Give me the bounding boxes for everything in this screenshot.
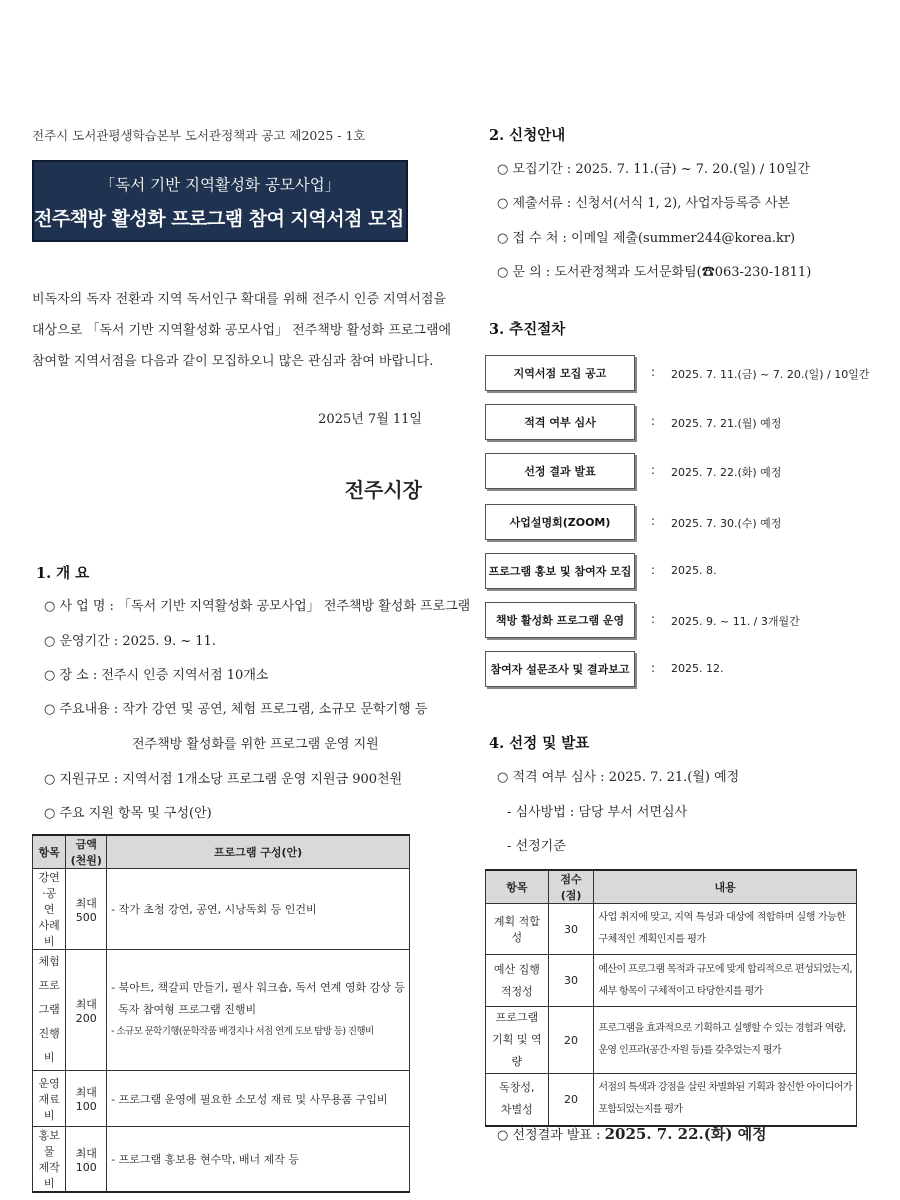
application-item: ○ 제출서류 : 신청서(서식 1, 2), 사업자등록증 사본 [497, 196, 791, 211]
table-header-row [486, 870, 857, 904]
cell-line: 서점의 특색과 강점을 살린 차별화된 기획과 참신한 아이디어가 [598, 1082, 852, 1094]
notice-number: 전주시 도서관평생학습본부 도서관정책과 공고 제2025 - 1호 [32, 128, 366, 143]
table-header-cell: 프로그램 구성(안) [107, 835, 410, 869]
application-item: ○ 접 수 처 : 이메일 제출(summer244@korea.kr) [497, 231, 796, 246]
cell-line: 차별성 [500, 1103, 533, 1117]
issuer: 전주시장 [344, 478, 422, 502]
table-cell [107, 869, 410, 950]
table-cell [107, 950, 410, 1071]
selection-result-date: 2025. 7. 22.(화) 예정 [604, 1125, 767, 1143]
table-header-cell: 항목 [33, 835, 66, 869]
selection-item: ○ 적격 여부 심사 : 2025. 7. 21.(월) 예정 [497, 770, 740, 785]
table-header-cell: 점수(점) [548, 870, 594, 904]
cell-line: 기획 및 역량 [492, 1033, 542, 1068]
procedure-step-box: 프로그램 홍보 및 참여자 모집 [485, 553, 635, 589]
section-selection-heading: 4. 선정 및 발표 [489, 735, 590, 752]
table-cell [486, 955, 549, 1007]
table-cell [33, 1127, 66, 1193]
step-colon: : [651, 414, 656, 428]
table-header-row [33, 835, 410, 869]
page-title: 전주책방 활성화 프로그램 참여 지역서점 모집 공고 [34, 208, 446, 230]
cell-line: 홍보물 [38, 1129, 60, 1158]
table-cell [107, 1071, 410, 1127]
cell-line: 포함되었는지를 평가 [598, 1104, 683, 1116]
notice-date: 2025년 7월 11일 [318, 412, 422, 427]
step-colon: : [651, 563, 656, 577]
table-row [486, 955, 857, 1007]
overview-item: ○ 지원규모 : 지역서점 1개소당 프로그램 운영 지원금 900천원 [44, 772, 403, 787]
overview-item: ○ 사 업 명 : 「독서 기반 지역활성화 공모사업」 전주책방 활성화 프로그램 [44, 599, 471, 614]
procedure-step-box: 지역서점 모집 공고 [485, 355, 635, 391]
cell-line: 운영 [38, 1076, 60, 1090]
table-row [33, 869, 410, 950]
cell-line: - 소규모 문학기행(문학작품 배경지나 서점 연계 도보 탐방 등) 진행비 [111, 1026, 374, 1037]
table-cell: 30 [548, 955, 594, 1007]
procedure-step-box: 사업설명회(ZOOM) [485, 504, 635, 540]
table-row [33, 950, 410, 1071]
title-banner [32, 160, 446, 242]
application-item: ○ 문 의 : 도서관정책과 도서문화팀(☎063-230-1811) [497, 265, 812, 280]
cell-line: 예산이 프로그램 목적과 규모에 맞게 합리적으로 편성되었는지, [598, 963, 852, 975]
table-header-cell: 항목 [486, 870, 549, 904]
table-header-cell: 내용 [594, 870, 857, 904]
criteria-table [485, 869, 857, 1127]
table-cell: 최대 100 [66, 1127, 107, 1193]
procedure-step-date: 2025. 7. 22.(화) 예정 [671, 466, 782, 479]
table-cell: 최대 100 [66, 1071, 107, 1127]
table-cell: 20 [548, 1074, 594, 1126]
step-colon: : [651, 365, 656, 379]
table-cell [594, 904, 857, 955]
intro-line: 참여할 지역서점을 다음과 같이 모집하오니 많은 관심과 참여 바랍니다. [32, 354, 434, 369]
table-cell [486, 1007, 549, 1074]
cell-line: - 프로그램 운영에 필요한 소모성 재료 및 사무용품 구입비 [111, 1092, 388, 1106]
cell-line: 진행비 [38, 1027, 60, 1064]
selection-item: - 심사방법 : 담당 부서 서면심사 [507, 805, 688, 820]
procedure-step-date: 2025. 7. 30.(수) 예정 [671, 517, 782, 530]
overview-item: ○ 장 소 : 전주시 인증 지역서점 10개소 [44, 668, 269, 683]
cell-line: 독자 참여형 프로그램 진행비 [111, 1003, 257, 1016]
overview-item: ○ 운영기간 : 2025. 9. ~ 11. [44, 634, 216, 649]
overview-item: ○ 주요내용 : 작가 강연 및 공연, 체험 프로그램, 소규모 문학기행 등 [44, 702, 428, 717]
intro-line: 대상으로 「독서 기반 지역활성화 공모사업」 전주책방 활성화 프로그램에 [32, 323, 452, 338]
cell-line: 재료비 [38, 1092, 60, 1122]
selection-result-label: ○ 선정결과 발표 : [497, 1128, 605, 1143]
table-cell [594, 955, 857, 1007]
table-cell: 최대 500 [66, 869, 107, 950]
table-row [486, 1007, 857, 1074]
cell-line: 프로그램 [495, 1011, 539, 1024]
section-overview-heading: 1. 개 요 [36, 565, 90, 582]
cell-line: 세부 항목이 구체적이고 타당한지를 평가 [598, 985, 763, 997]
cell-line: - 프로그램 홍보용 현수막, 배너 제작 등 [111, 1153, 300, 1166]
procedure-step-date: 2025. 7. 11.(금) ~ 7. 20.(일) / 10일간 [671, 368, 870, 381]
cell-line: 적정성 [500, 984, 533, 998]
table-cell: 20 [548, 1007, 594, 1074]
selection-item: - 선정기준 [507, 839, 566, 854]
table-cell [33, 1071, 66, 1127]
cell-line: 사업 취지에 맞고, 지역 특성과 대상에 적합하며 실행 가능한 [598, 912, 846, 923]
cell-line: 사례비 [38, 919, 60, 948]
section-procedure-heading: 3. 추진절차 [489, 321, 566, 338]
intro-line: 비독자의 독자 전환과 지역 독서인구 확대를 위해 전주시 인증 지역서점을 [32, 292, 446, 307]
step-colon: : [651, 612, 656, 626]
table-cell: 계획 적합성 [486, 904, 549, 955]
procedure-step-box: 적격 여부 심사 [485, 404, 635, 440]
table-cell [33, 950, 66, 1071]
application-item: ○ 모집기간 : 2025. 7. 11.(금) ~ 7. 20.(일) / 10일간 [497, 162, 810, 177]
cell-line: 체험 [38, 955, 60, 968]
procedure-step-date: 2025. 8. [671, 564, 717, 577]
cell-line: 운영 인프라(공간·자원 등)를 갖추었는지 평가 [598, 1045, 781, 1056]
cell-line: 강연·공연 [38, 871, 60, 916]
table-row [33, 1071, 410, 1127]
cell-line: 독창성, [499, 1081, 535, 1095]
table-cell [33, 869, 66, 950]
cell-line: 프로그램을 효과적으로 기획하고 실행할 수 있는 경험과 역량, [598, 1023, 846, 1034]
table-cell: 30 [548, 904, 594, 955]
table-row [33, 1127, 410, 1193]
procedure-step-date: 2025. 7. 21.(월) 예정 [671, 417, 782, 430]
table-cell [594, 1074, 857, 1126]
table-cell [486, 1074, 549, 1126]
step-colon: : [651, 514, 656, 528]
table-row [486, 1074, 857, 1126]
support-table [32, 834, 410, 1193]
selection-result [497, 1123, 767, 1144]
cell-line: 구체적인 계획인지를 평가 [598, 934, 706, 945]
cell-line: - 작가 초청 강연, 공연, 시낭독회 등 인건비 [111, 903, 317, 916]
procedure-step-date: 2025. 12. [671, 662, 724, 675]
procedure-step-date: 2025. 9. ~ 11. / 3개월간 [671, 615, 800, 628]
table-cell [594, 1007, 857, 1074]
procedure-step-box: 선정 결과 발표 [485, 453, 635, 489]
section-application-heading: 2. 신청안내 [489, 127, 566, 144]
table-cell [107, 1127, 410, 1193]
table-cell: 최대 200 [66, 950, 107, 1071]
overview-item: ○ 주요 지원 항목 및 구성(안) [44, 806, 212, 821]
table-header-cell: 금액(천원) [66, 835, 107, 869]
intro-paragraph [32, 284, 452, 377]
overview-item: 전주책방 활성화를 위한 프로그램 운영 지원 [132, 737, 379, 752]
table-row [486, 904, 857, 955]
step-colon: : [651, 661, 656, 675]
cell-line: - 북아트, 책갈피 만들기, 필사 워크숍, 독서 연계 영화 감상 등 [111, 981, 405, 994]
title-subtitle: 「독서 기반 지역활성화 공모사업」 [99, 176, 341, 194]
step-colon: : [651, 463, 656, 477]
cell-line: 예산 집행 [493, 962, 540, 976]
cell-line: 제작비 [38, 1161, 60, 1190]
procedure-step-box: 책방 활성화 프로그램 운영 [485, 602, 635, 638]
procedure-step-box: 참여자 설문조사 및 결과보고 [485, 651, 635, 687]
cell-line: 프로그램 [38, 979, 60, 1016]
